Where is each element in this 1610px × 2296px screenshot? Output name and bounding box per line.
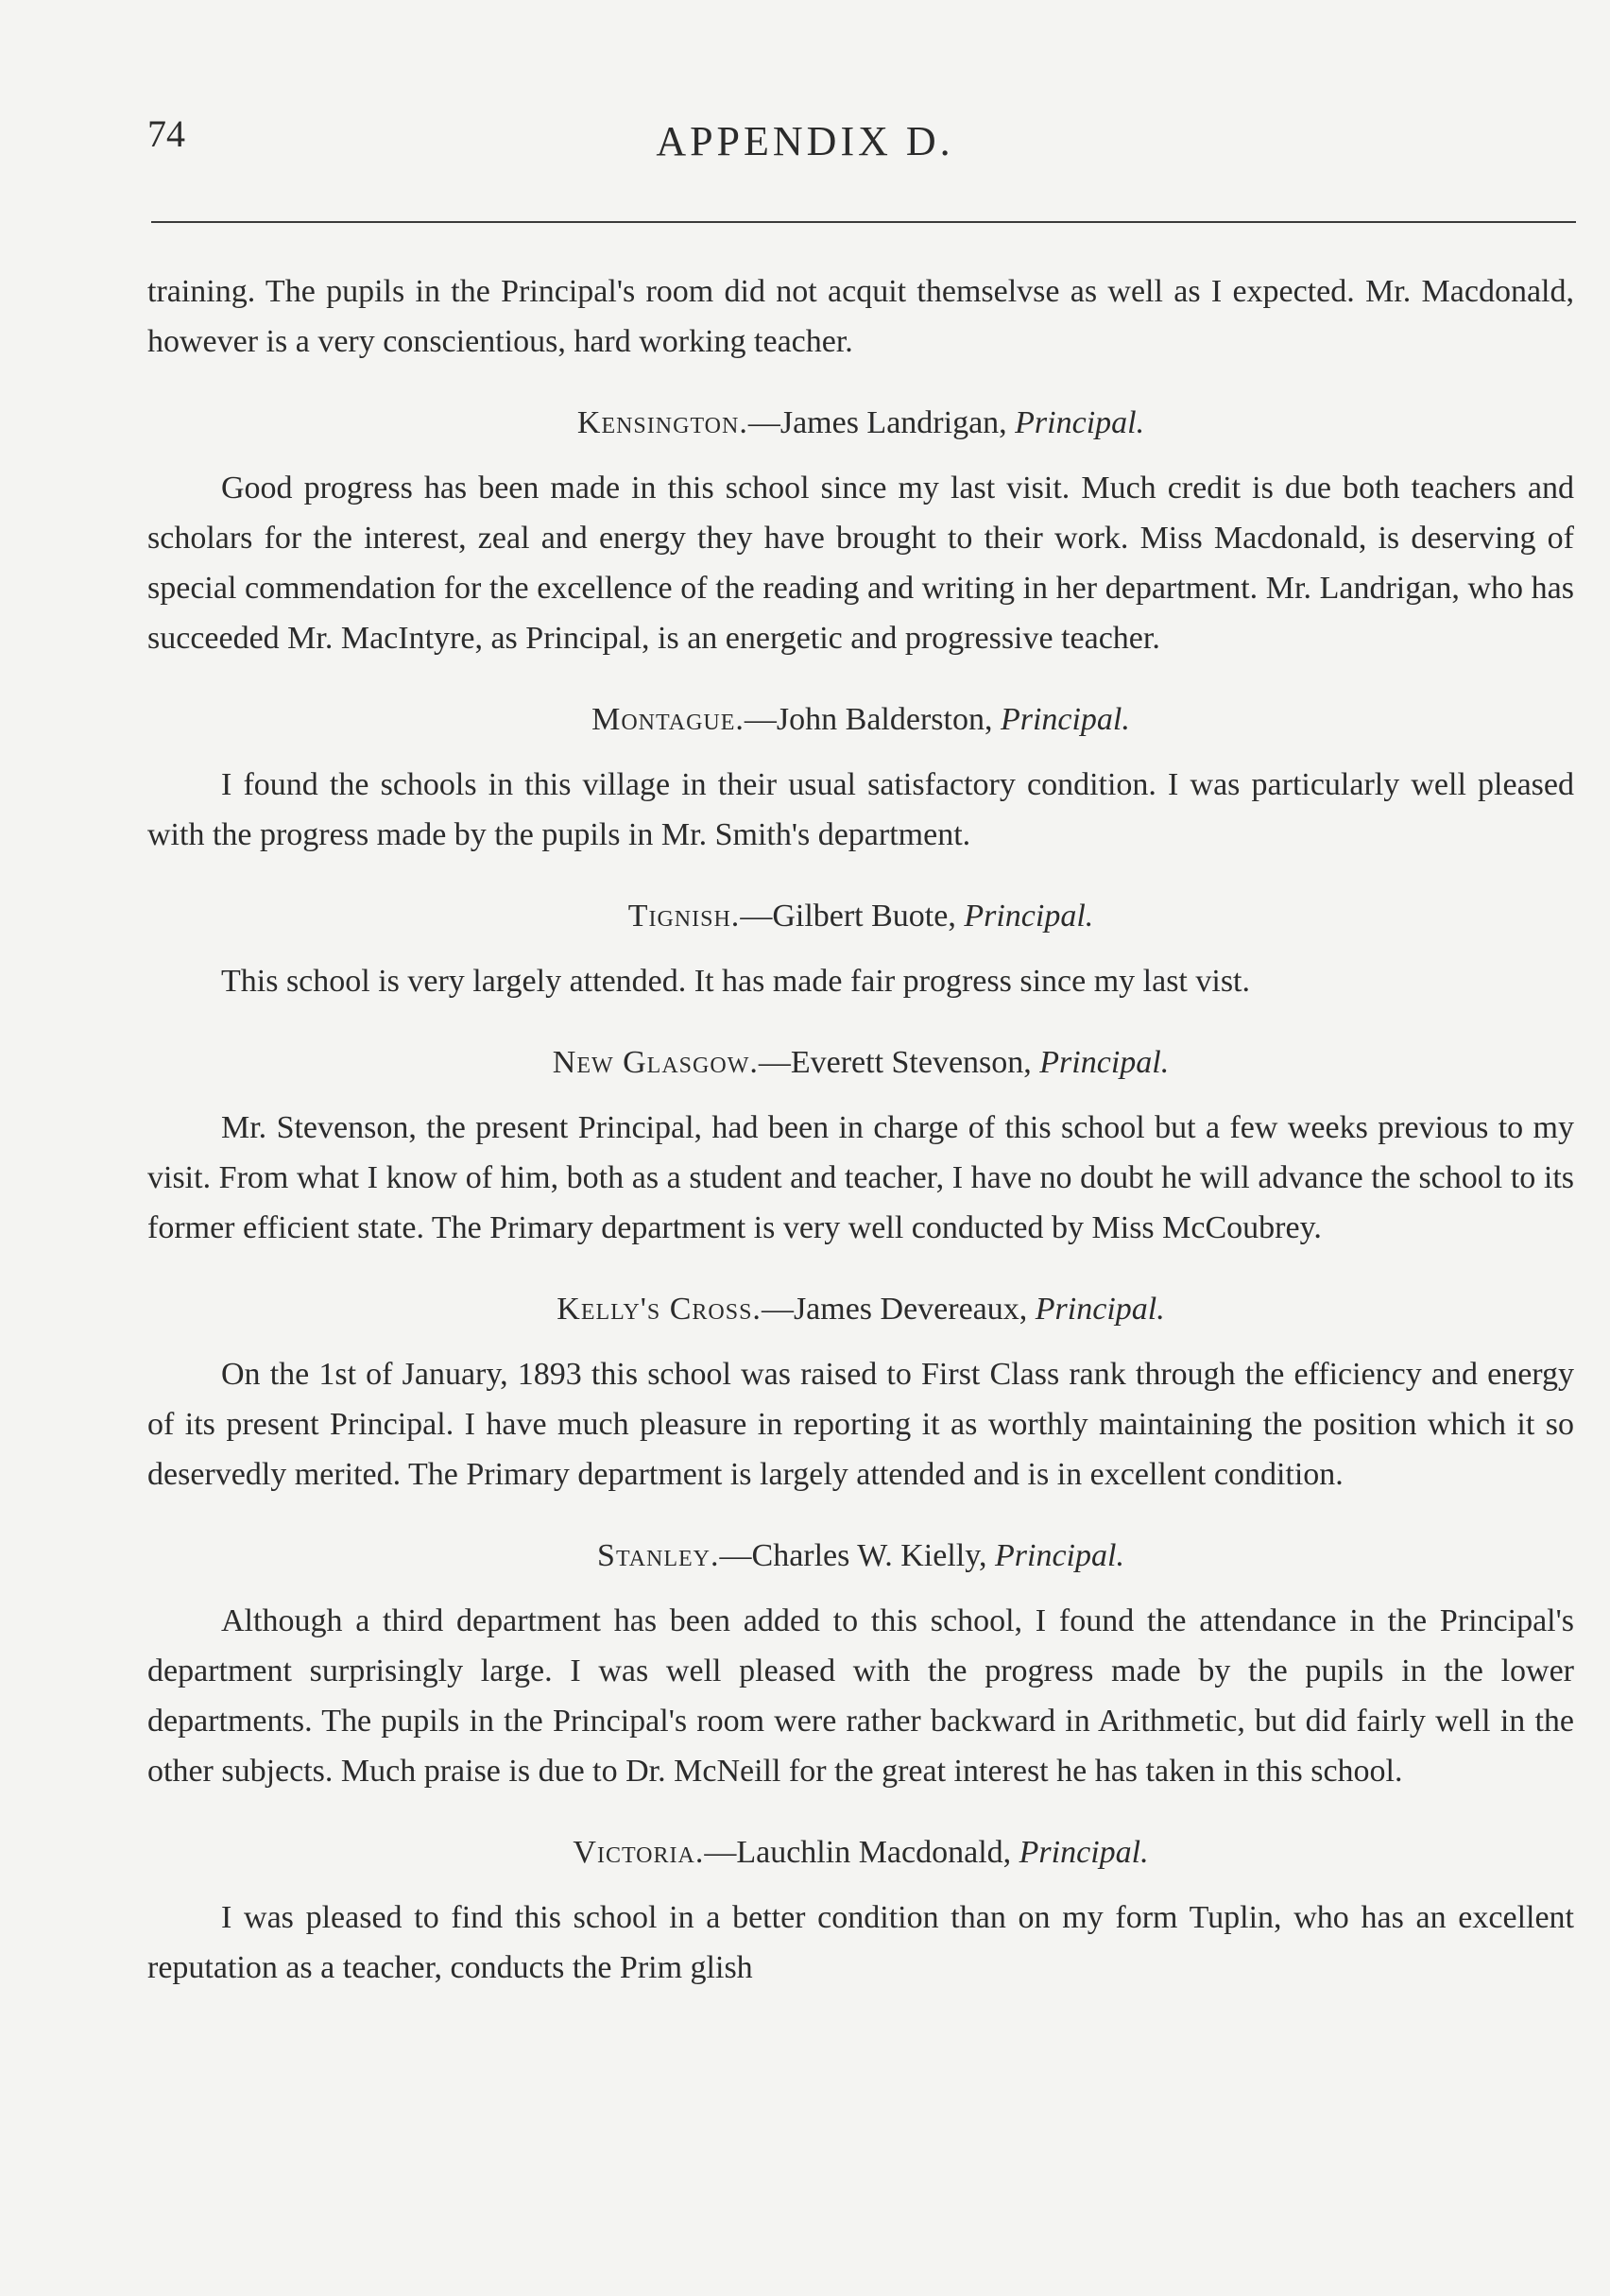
principal-name: —James Devereaux, xyxy=(761,1292,1036,1327)
principal-title: Principal. xyxy=(995,1538,1124,1573)
principal-title: Principal. xyxy=(1039,1045,1170,1080)
principal-title: Principal. xyxy=(964,899,1094,934)
section-heading xyxy=(147,697,1574,743)
principal-title: Principal. xyxy=(1019,1835,1149,1870)
section-heading xyxy=(147,1534,1574,1579)
principal-name: —John Balderston, xyxy=(744,702,1001,737)
header-rule xyxy=(151,221,1576,223)
section-paragraph: Although a third department has been added to this school, I found the attendance in the Principal's department surprisingly large. I was well pleased with the progress made by the pupils in the lower departments. The pupils in the Principal's room were rather backward in Arithmetic, but did fairly well in the other subjects. Much praise is due to Dr. McNeill for the great interest he has taken in this school. xyxy=(147,1603,1574,1789)
running-head-title: APPENDIX D. xyxy=(656,118,954,164)
section-paragraph: Good progress has been made in this school since my last visit. Much credit is due both teachers and scholars for the interest, zeal and energy they have brought to their work. Miss Macdonald, is deserving of special commendation for the excellence of the reading and writing in her department. Mr. Landrigan, who has succeeded Mr. MacIntyre, as Principal, is an energetic and progressive teacher. xyxy=(147,471,1574,656)
section-kellys-cross xyxy=(147,1287,1574,1499)
section-heading xyxy=(147,1040,1574,1086)
principal-name: —Lauchlin Macdonald, xyxy=(704,1835,1019,1870)
school-name: Stanley. xyxy=(597,1538,720,1573)
school-name: New Glasgow. xyxy=(552,1045,759,1080)
section-paragraph: Mr. Stevenson, the present Principal, had been in charge of this school but a few weeks previous to my visit. From what I know of him, both as a student and teacher, I have no doubt he will advance the school to its former efficient state. The Primary department is very well conducted by Miss McCoubrey. xyxy=(147,1110,1574,1245)
section-kensington xyxy=(147,401,1574,663)
section-montague xyxy=(147,697,1574,860)
principal-title: Principal. xyxy=(1000,702,1130,737)
school-name: Kensington. xyxy=(576,405,748,440)
section-heading xyxy=(147,401,1574,446)
section-paragraph: On the 1st of January, 1893 this school was raised to First Class rank through the efficiency and energy of its present Principal. I have much pleasure in reporting it as worthly maintaining the position which it so deservedly merited. The Primary department is largely attended and is in excellent condition. xyxy=(147,1357,1574,1492)
section-tignish xyxy=(147,894,1574,1006)
section-heading xyxy=(147,1287,1574,1332)
principal-name: —Charles W. Kielly, xyxy=(719,1538,996,1573)
section-paragraph: I was pleased to find this school in a better condition than on my form Tuplin, who has an excellent reputation as a teacher, conducts the Prim glish xyxy=(147,1900,1574,1985)
section-new-glasgow xyxy=(147,1040,1574,1253)
principal-name: —James Landrigan, xyxy=(747,405,1016,440)
school-name: Tignish. xyxy=(627,899,741,934)
section-stanley xyxy=(147,1534,1574,1796)
opening-paragraph: training. The pupils in the Principal's room did not acquit themselvse as well as I expected. Mr. Macdonald, however is a very conscientious, hard working teacher. xyxy=(147,274,1574,359)
school-name: Kelly's Cross. xyxy=(557,1292,762,1327)
body-text xyxy=(147,266,1574,1993)
section-heading xyxy=(147,1830,1574,1876)
section-paragraph: This school is very largely attended. It has made fair progress since my last vist. xyxy=(221,964,1250,999)
school-name: Montague. xyxy=(591,702,745,737)
principal-title: Principal. xyxy=(1015,405,1145,440)
principal-name: —Gilbert Buote, xyxy=(740,899,965,934)
section-victoria xyxy=(147,1830,1574,1993)
page-number: 74 xyxy=(147,112,185,155)
principal-title: Principal. xyxy=(1035,1292,1165,1327)
section-heading xyxy=(147,894,1574,939)
school-name: Victoria. xyxy=(573,1835,705,1870)
section-paragraph: I found the schools in this village in their usual satisfactory condition. I was particularly well pleased with the progress made by the pupils in Mr. Smith's department. xyxy=(147,767,1574,852)
principal-name: —Everett Stevenson, xyxy=(758,1045,1040,1080)
